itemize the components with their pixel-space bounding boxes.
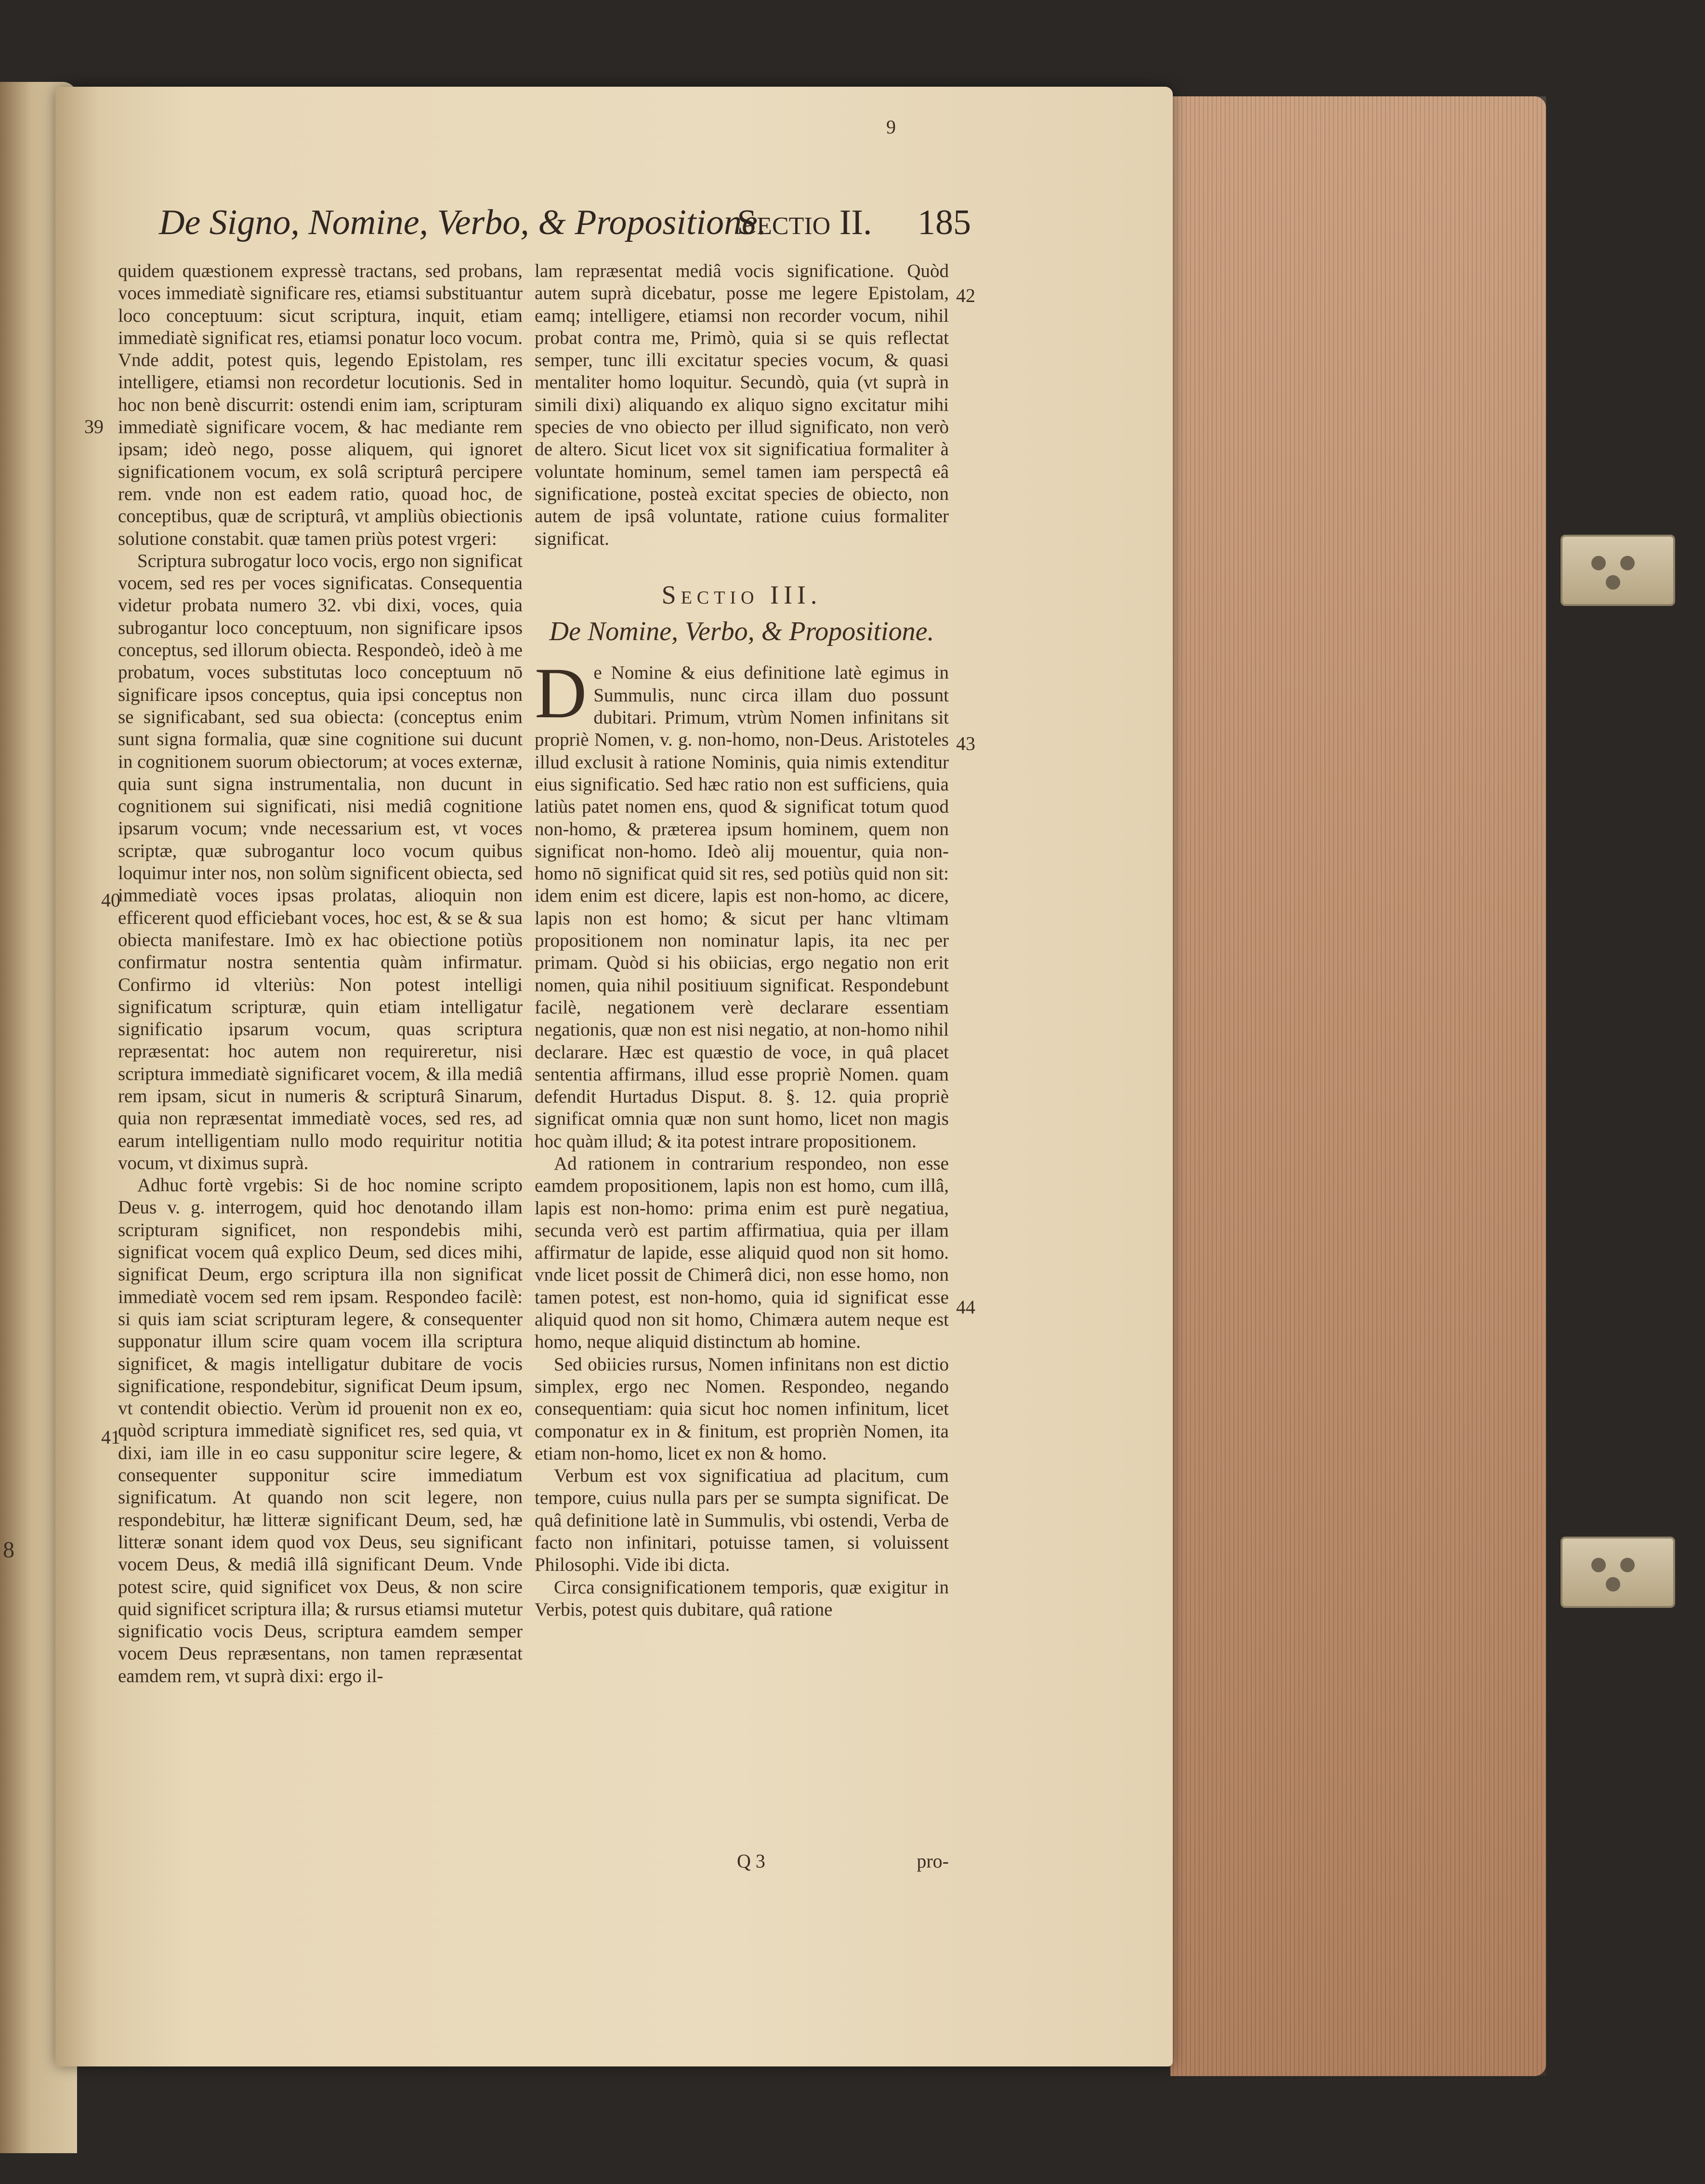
left-column [118, 260, 523, 1687]
catchword: pro- [917, 1850, 949, 1872]
right-paragraph-5: Verbum est vox significatiua ad placitum, cum tempore, cuius nulla pars per se sumpta significat. De quâ definitione latè in Summulis, vbi ostendi, Verba de facto non infinitari, potuisse tamen, si voluissent Philosophi. Vide ibi dicta. [535, 1465, 949, 1576]
margin-number-40: 40 [101, 889, 120, 911]
margin-number-42: 42 [956, 285, 975, 306]
signature-mark: Q 3 [737, 1850, 765, 1872]
right-paragraph-2-text: e Nomine & eius definitione latè egimus in Summulis, nunc circa illam duo possunt dubitari. Primum, vtrùm Nomen infinitans sit propriè Nomen, v. g. non-homo, non-Deus. Aristoteles illud exclusit à ratione Nominis, quia nimis extenditur eius significatio. Sed hæc ratio non est sufficiens, quia latiùs patet nomen ens, quod & significat totum quod non-homo, & præterea ipsum hominem, quem non significat non-homo. Ideò alij mouentur, quia non-homo nō significat quid sit res, sed potiùs quid non sit: idem enim est dicere, lapis est non-homo, ac dicere, lapis non est homo; & sicut per hanc vltimam propositionem non nominatur lapis, ita nec per primam. Quòd si his obiicias, ergo negatio non erit nomen, quia nihil positiuum significat. Respondebunt facilè, negationem verè declarare essentiam negationis, quæ non est nisi negatio, at non-homo nihil declarare. Hæc est quæstio de voce, in quâ placet sententia affirmans, illud esse propriè Nomen. quam defendit Hurtadus Disput. 8. §. 12. quia propriè significat omnia quæ non sunt homo, licet non magis hoc quàm illud; & ita potest intrare propositionem. [535, 662, 949, 1152]
clasp-bottom-icon [1561, 1537, 1675, 1608]
running-title: De Signo, Nomine, Verbo, & Propositione. [159, 203, 767, 242]
clasp-top-icon [1561, 535, 1675, 606]
right-paragraph-4: Sed obiicies rursus, Nomen infinitans non est dictio simplex, ergo nec Nomen. Respondeo, negando consequentiam: quia sicut hoc nomen infinitum, licet componatur ex in & finitum, est proprièn Nomen, ita etiam non-homo, licet ex non & homo. [535, 1354, 949, 1464]
page-header [159, 202, 978, 255]
drop-cap: D [535, 653, 587, 734]
margin-number-43: 43 [956, 733, 975, 754]
margin-number-41: 41 [101, 1426, 120, 1448]
margin-number-44: 44 [956, 1296, 975, 1318]
right-paragraph-2 [535, 653, 949, 1153]
section-subtitle: De Nomine, Verbo, & Propositione. [549, 617, 934, 647]
right-paragraph-6: Circa consignificationem temporis, quæ exigitur in Verbis, potest quis dubitare, quâ ratione [535, 1577, 949, 1620]
right-paragraph-3: Ad rationem in contrarium respondeo, non esse eamdem propositionem, lapis non est homo, cum illâ, lapis est non-homo: prima enim est purè negatiua, secunda verò est partim affirmatiua, quia per illam affirmatur de lapide, esse aliquid quod non sit homo. vnde licet possit de Chimerâ dici, non esse homo, non tamen potest, est non-homo, quia id significat esse aliquid quod non sit homo, Chimæra autem neque est homo, neque aliquid distinctum ab homine. [535, 1153, 949, 1353]
page-footer [535, 1850, 949, 1874]
left-paragraph-3: Adhuc fortè vrgebis: Si de hoc nomine scripto Deus v. g. interrogem, quid hoc denotando illam scripturam significet, non respondebis mihi, significat vocem quâ explico Deum, sed dices mihi, significat Deum, ergo scriptura illa non significat immediatè vocem sed rem ipsam. Respondeo facilè: si quis iam sciat scripturam legere, & consequenter supponatur illum scire quam vocem illa scriptura significet, & magis intelligatur dubitare de vocis significatione, respondebitur, significat Deum ipsum, vt contendit obiectio. Verùm id prouenit non ex eo, quòd scriptura immediatè significet res, sed quia, vt dixi, iam ille in eo casu supponitur scire legere, & consequenter supponitur scire immediatum significatum. At quando non scit legere, non respondebitur, hæ litteræ significant Deum, sed, hæ litteræ sonant idem quod vox Deus, seu significant vocem Deus, & mediâ illâ significant Deum. Vnde potest scire, quid significet vox Deus, & non scire quid significet scriptura illa; & rursus etiamsi mutetur significatio vocis Deus, scriptura eamdem semper vocem Deus repræsentans, non tamen repræsentat eamdem rem, vt suprà dixi: ergo il- [118, 1175, 523, 1686]
left-paragraph-2: Scriptura subrogatur loco vocis, ergo non significat vocem, sed res per voces significatas. Consequentia videtur probata numero 32. vbi dixi, voces, quia subrogantur loco conceptuum, non significare ipsos conceptus, sed illorum obiecta. Respondeò, ideò à me probatum, voces substitutas loco conceptuum nō significare ipsos conceptus, quia ipsi conceptus non se significabant, sed sua obiecta: (conceptus enim sunt signa formalia, quæ sine cognitione sui ducunt in cognitionem suorum obiectorum; at voces externæ, quia sunt signa instrumentalia, non ducunt in cognitionem sui significati, nisi mediâ cognitione ipsarum vocum; vnde necessarium est, vt voces scriptæ, quæ subrogantur loco vocum quibus loquimur inter nos, non solùm significent obiecta, sed immediatè voces ipsas prolatas, alioquin non efficerent quod efficiebant voces, hoc est, & se & sua obiecta manifestare. Imò ex hac obiectione potiùs confirmatur nostra sententia quàm infirmatur. Confirmo id vlteriùs: Non potest intelligi significatum scripturæ, quin etiam intelligatur significatio ipsarum vocum, quas scriptura repræsentat: hoc autem non requireretur, nisi scriptura immediatè significaret vocem, & illa mediâ rem ipsam, sicut in numeris & scripturâ Sinarum, quia non repræsentat immediatè voces, sed res, ad earum intelligentiam nullo modo requiritur notitia vocum, vt diximus suprà. [118, 550, 523, 1173]
right-paragraph-1: lam repræsentat mediâ vocis significatione. Quòd autem suprà dicebatur, posse me legere Epistolam, eamq; intelligere, etiamsi non recorder vocum, nihil probat contra me, Primò, quia si se quis reflectat semper, tunc illi excitatur species vocum, & quasi mentaliter homo loquitur. Secundò, quia (vt suprà in simili dixi) aliquando ex aliquo signo excitatur mihi species de vno obiecto per illud significato, non verò de altero. Sicut licet vox sit significatiua formaliter à voluntate hominum, semel tamen iam perspectâ eâ significatione, posteà excitat species de obiecto, non autem de ipsâ voluntate, ratione cuius formaliter significat. [535, 261, 949, 549]
right-column [535, 260, 949, 1621]
section-label: Sectio II. [737, 203, 872, 242]
section-heading: Sectio III. [661, 580, 822, 609]
page-fore-edge [1170, 96, 1546, 2076]
left-paragraph-1: quidem quæstionem expressè tractans, sed probans, voces immediatè significare res, etiamsi substituantur loco conceptuum: sicut scriptura, inquit, etiam immediatè significat res, etiamsi ponatur loco vocum. Vnde addit, potest quis, legendo Epistolam, res intelligere, etiamsi non recordetur locutionis. Sed in hoc non benè discurrit: ostendi enim iam, scripturam immediatè significare vocem, & hac mediante rem ipsam; ideò nego, posse aliquem, qui ignoret significationem vocum, ex solâ scripturâ percipere rem. vnde non est eadem ratio, quoad hoc, de conceptibus, quæ de scripturâ, vt ampliùs obiectionis solutione constabit. quæ tamen priùs potest vrgeri: [118, 261, 523, 549]
margin-number-39: 39 [84, 416, 104, 437]
left-edge-mark: 8 [3, 1537, 14, 1563]
top-mark: 9 [886, 116, 896, 138]
page-number: 185 [918, 203, 971, 242]
